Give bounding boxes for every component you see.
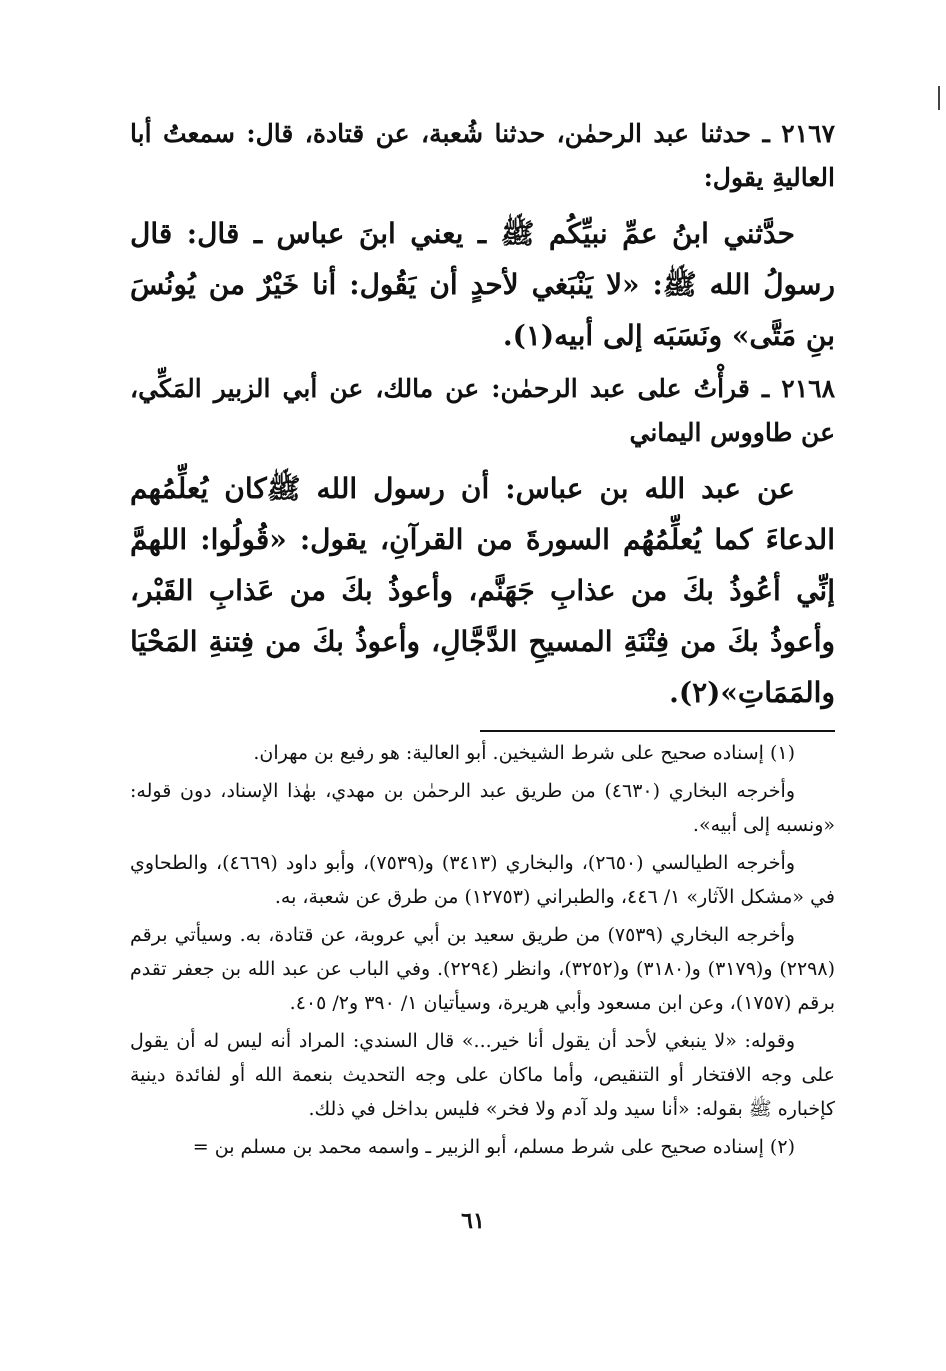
footnote-1-related: وأخرجه البخاري (٧٥٣٩) من طريق سعيد بن أبي عروبة، عن قتادة، به. وسيأتي برقم (٢٢٩٨) و(٣١٧٩) و(٣١٨٠) و(٣٢٥٢)، وانظر (٢٢٩٤). وفي الباب عن عبد الله بن جعفر تقدم برقم (١٧٥٧)، وعن ابن مسعود وأبي هريرة، وسيأتيان ١/ ٣٩٠ و٢/ ٤٠٥. bbox=[130, 924, 835, 1014]
footnote-2: (٢) إسناده صحيح على شرط مسلم، أبو الزبير ـ واسمه محمد بن مسلم بن = bbox=[192, 1136, 795, 1158]
hadith-2167-matn: حدَّثني ابنُ عمِّ نبيِّكُم ﷺ ـ يعني ابنَ عباس ـ قال: قال رسولُ الله ﷺ: «لا يَنْبَغي لأحدٍ أن يَقُول: أنا خَيْرٌ من يُونُسَ بنِ مَتَّى» ونَسَبَه إلى أبيه(١). bbox=[130, 217, 835, 352]
hadith-2168-isnad: ٢١٦٨ ـ قرأْتُ على عبد الرحمٰن: عن مالك، عن أبي الزبير المَكِّي، عن طاووس اليماني bbox=[130, 374, 835, 447]
scan-edge-mark bbox=[938, 86, 940, 110]
hadith-2168-matn: عن عبد الله بن عباس: أن رسول الله ﷺكان يُعلِّمُهم الدعاءَ كما يُعلِّمُهُم السورةَ من القرآنِ، يقول: «قُولُوا: اللهمَّ إنِّي أعُوذُ بكَ من عذابِ جَهَنَّم، وأعوذُ بكَ من عَذابِ القَبْر، وأعوذُ بكَ من فِتْنَةِ المسيحِ الدَّجَّالِ، وأعوذُ بكَ من فِتنةِ المَحْيَا والمَمَاتِ»(٢). bbox=[130, 472, 835, 709]
document-page bbox=[130, 112, 835, 1166]
hadith-2167-isnad: ٢١٦٧ ـ حدثنا عبد الرحمٰن، حدثنا شُعبة، عن قتادة، قال: سمعتُ أبا العاليةِ يقول: bbox=[130, 119, 835, 192]
footnote-1: (١) إسناده صحيح على شرط الشيخين. أبو العالية: هو رفيع بن مهران. bbox=[253, 742, 795, 764]
footnote-1-sources: وأخرجه الطيالسي (٢٦٥٠)، والبخاري (٣٤١٣) و(٧٥٣٩)، وأبو داود (٤٦٦٩)، والطحاوي في «مشكل الآثار» ١/ ٤٤٦، والطبراني (١٢٧٥٣) من طرق عن شعبة، به. bbox=[130, 852, 835, 908]
page-number: ٦١ bbox=[461, 1208, 485, 1234]
footnote-1-bukhari: وأخرجه البخاري (٤٦٣٠) من طريق عبد الرحمٰن بن مهدي، بهٰذا الإسناد، دون قوله: «ونسبه إلى أبيه». bbox=[130, 780, 835, 836]
footnote-divider bbox=[480, 730, 835, 732]
footnote-1-sindi: وقوله: «لا ينبغي لأحد أن يقول أنا خير...» قال السندي: المراد أنه ليس له أن يقول على وجه الافتخار أو التنقيص، وأما ماكان على وجه التحديث بنعمة الله أو لفائدة دينية كإخباره ﷺ بقوله: «أنا سيد ولد آدم ولا فخر» فليس بداخل في ذلك. bbox=[130, 1030, 835, 1120]
